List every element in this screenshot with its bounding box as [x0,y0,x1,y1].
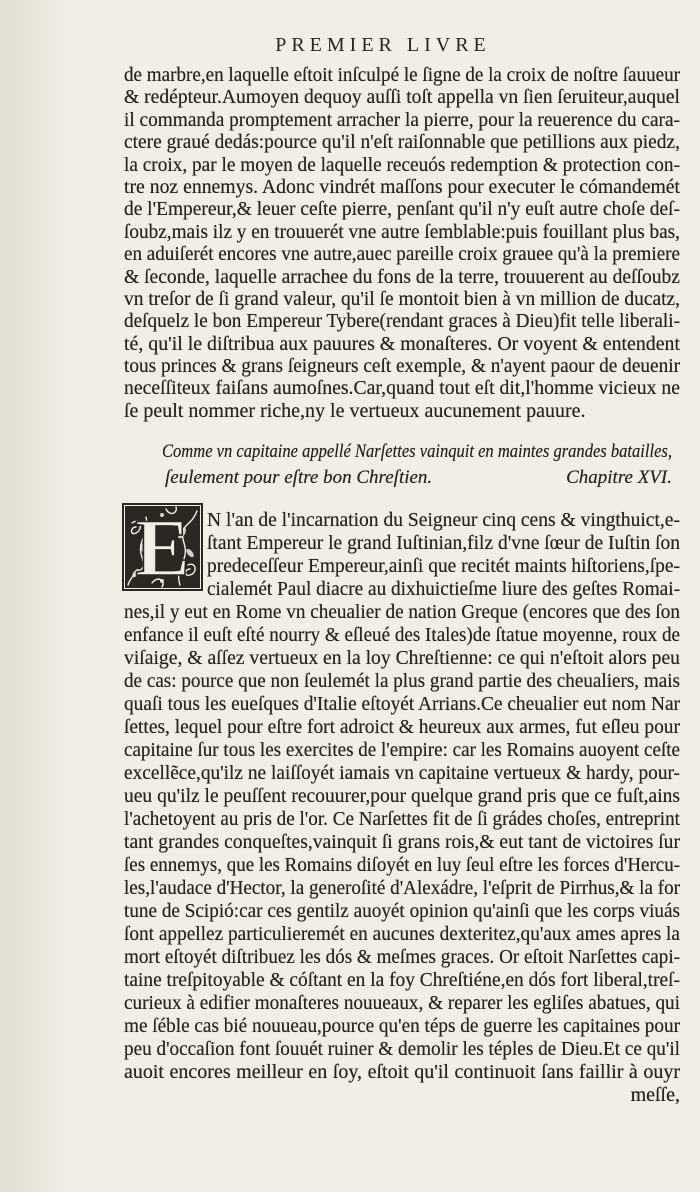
text-line: & redépteur.Aumoyen dequoy auſſi toſt appella vn ſien ſeruiteur,auquel [124,86,680,109]
text-line: deſquelz le bon Empereur Tybere(rendant graces à Dieu)fit telle liberali- [124,310,680,333]
text-line: predeceſſeur Empereur,ainſi que recitét maints hiſtoriens,ſpe- [207,554,680,577]
text-line: les,l'audace d'Hector, la generoſité d'Alexádre, l'eſprit de Pirrhus,& la for [124,876,680,899]
text-line: ſoubz,mais ilz y en trouuerét vne autre ſemblable:puis fouillant plus bas, [124,220,680,243]
running-head: PREMIER LIVRE [275,34,491,56]
text-line: N l'an de l'incarnation du Seigneur cinq cens & vingthuict,e- [207,508,680,531]
chapter-text [124,509,680,1107]
chapter-title-line: Comme vn capitaine appellé Narſettes vainquit en maintes grandes batailles, [162,441,672,462]
text-line: l'achetoyent au pris de l'or. Ce Narſettes fit de ſi grádes choſes, entreprint [124,807,680,830]
chapter-heading [162,439,672,491]
paragraph [124,64,680,422]
text-line: en aduiſerét encores vne autre,auec pareille croix grauee qu'à la premiere [124,243,680,266]
text-line: ſont appellez particulieremét en aucunes dexteritez,qu'aux ames apres la [124,922,680,945]
text-line: capitaine ſur tous les exercites de l'empire: car les Romains auoyent ceſte [124,738,680,761]
text-line: enfance il euſt eſté nourry & eſleué des Itales)de ſtatue moyenne, roux de [124,623,680,646]
text-line: té, qu'il le diſtribua aux pauures & monaſteres. Or voyent & entendent [124,332,680,355]
catchword: meſſe, [630,1083,680,1106]
text-line: ſettes, lequel pour eſtre fort adroict & heureux aux armes, fut eſleu pour [124,715,680,738]
text-line: auoit encores meilleur en ſoy, eſtoit qu'il continuoit ſans faillir à ouyr [124,1060,680,1083]
text-line: tant grandes conqueſtes,vainquit ſi grans rois,& eut tant de victoires ſur [124,830,680,853]
text-line: neceſſiteux faiſans aumoſnes.Car,quand tout eſt dit,l'homme vicieux ne [124,377,680,400]
text-line: ctere graué dedás:pource qu'il n'eſt raiſonnable que petillions aux piedz, [124,131,680,154]
drop-cap-letter: E [135,502,190,593]
text-line: mort eſtoyét diſtribuez les dós & meſmes graces. Or eſtoit Narſettes capi- [124,945,680,968]
chapter-title-row [165,465,672,491]
text-line: vn treſor de ſi grand valeur, qu'il ſe montoit bien à vn million de ducatz, [124,287,680,310]
text-line: ſe peult nommer riche,ny le vertueux aucunement pauure. [124,399,586,422]
text-line: quaſi tous les eueſques d'Italie eſtoyét Arrians.Ce cheualier eut nom Nar [124,692,680,715]
text-line: il commanda promptement arracher la pierre, pour la reuerence du cara- [124,108,680,131]
text-line: viſaige, & aſſez vertueux en la loy Chreſtienne: ce qui n'eſtoit alors peu [124,646,680,669]
text-line: me ſéble cas bié nouueau,pource qu'en téps de guerre les capitaines pour [124,1014,680,1037]
text-line: & ſeconde, laquelle arrachee du fons de la terre, trouuerent au deſſoubz [124,265,680,288]
chapter-number: Chapitre XVI. [566,467,672,488]
text-line: la croix, par le moyen de laquelle receuós redemption & protection con- [124,153,680,176]
text-line: ſtant Empereur le grand Iuſtinian,filz d'vne ſœur de Iuſtin ſon [207,531,680,554]
text-line: de cas: pource que non ſeulemét la plus grand partie des cheualiers, mais [124,669,680,692]
text-line: ueu qu'ilz le peuſſent recouurer,pour quelque grand pris que ce fuſt,ains [124,784,680,807]
text-line: de marbre,en laquelle eſtoit inſculpé le ſigne de la croix de noſtre ſauueur [124,64,680,86]
chapter-title-line: ſeulement pour eſtre bon Chreſtien. [165,467,433,488]
text-line: de l'Empereur,& leuer ceſte pierre, penſant qu'il n'y euſt autre choſe deſ- [124,198,680,221]
text-line: tre noz ennemys. Adonc vindrét maſſons pour executer le cómandemét [124,175,680,198]
text-line: curieux à edifier monaſteres nouueaux, & reparer les egliſes abatues, qui [124,991,680,1014]
text-line: tous princes & grans ſeigneurs ceſt exemple, & n'ayent paour de deuenir [124,355,680,378]
text-line: cialemét Paul diacre au dixhuictieſme liure des geſtes Romai- [207,577,680,600]
text-line: tune de Scipió:car ces gentilz auoyét opinion qu'ainſi que les corps viuás [124,899,680,922]
text-line: nes,il y eut en Rome vn cheualier de nation Greque (encores que des ſon [124,600,680,623]
text-line: taine treſpitoyable & cóſtant en la foy Chreſtiéne,en dós fort liberal,treſ- [124,968,680,991]
text-line: excellẽce,qu'ilz ne laiſſoyét iamais vn capitaine vertueux & hardy, pour- [124,761,680,784]
text-line: ſes ennemys, que les Romains diſoyét en luy ſeul eſtre les forces d'Hercu- [124,853,680,876]
text-line: peu d'occaſion font ſouuét ruiner & demolir les téples de Dieu.Et ce qu'il [124,1037,680,1060]
